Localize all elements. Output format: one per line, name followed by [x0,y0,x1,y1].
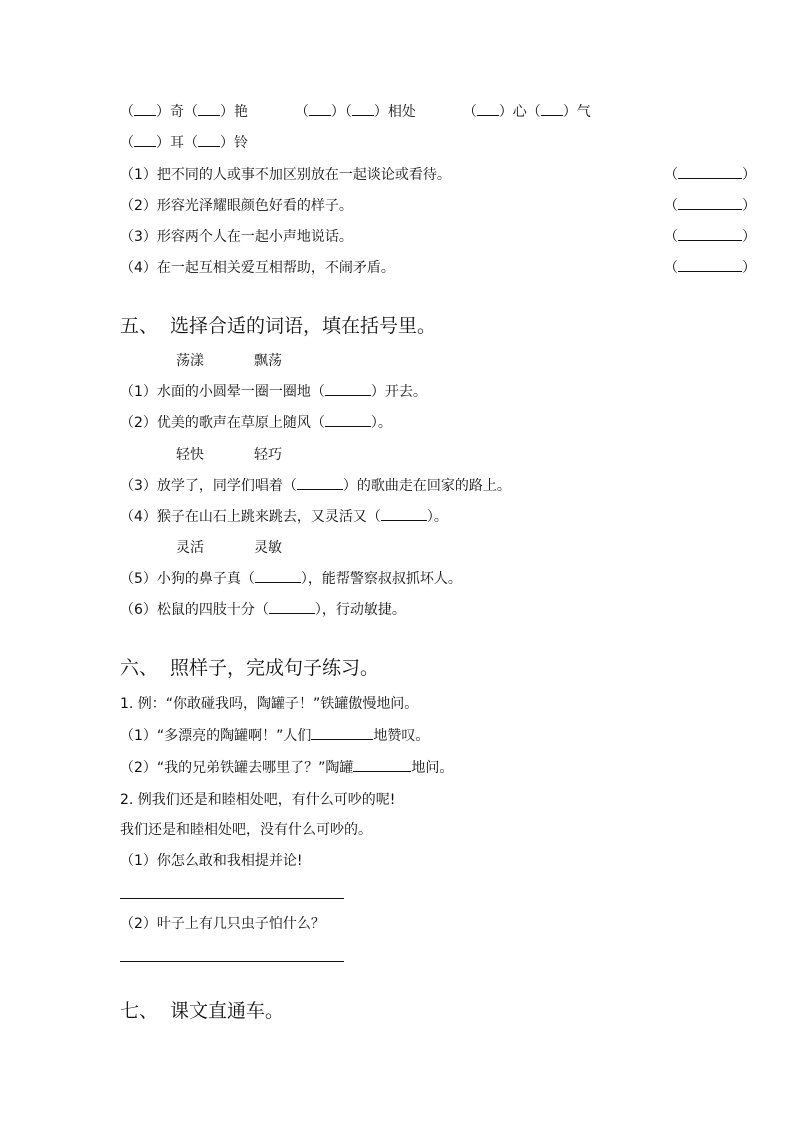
idiom-blank[interactable] [541,103,563,116]
answer-line[interactable] [120,961,344,962]
answer-slot [664,259,756,277]
definition-text: （3）形容两个人在一起小声地说话。 [120,229,353,245]
definition-text: （4）在一起互相关爱互相帮助，不闹矛盾。 [120,260,395,276]
section-number: 五、 [120,315,159,337]
idiom-blank[interactable] [352,103,374,116]
definition-item-4 [120,259,756,277]
question-text: （2）叶子上有几只虫子怕什么？ [120,916,325,932]
idiom-blank-group [463,104,591,120]
fill-blank[interactable] [325,414,371,427]
fill-text: （6）松鼠的四肢十分（ [120,602,269,618]
fill-item [120,383,427,401]
paren-open: （ [664,167,678,183]
fill-item [120,601,406,619]
answer-blank[interactable] [678,197,742,210]
fill-item [120,508,448,526]
fill-text: ）开去。 [370,384,427,400]
idiom-text: ）耳（ [156,135,198,151]
section-heading-7 [120,999,284,1023]
idiom-blank[interactable] [134,103,156,116]
fill-blank[interactable] [311,727,373,740]
word-choice: 灵活 [176,540,204,556]
word-choice: 轻巧 [254,447,282,463]
fill-text: （5）小狗的鼻子真（ [120,571,255,587]
word-choices [176,539,282,557]
example-sentence: 我们还是和睦相处吧，没有什么可吵的。 [120,822,372,838]
paren-open: （ [664,260,678,276]
paren-close: ） [742,198,756,214]
fill-item [120,759,453,777]
definition-item-2 [120,197,756,215]
idiom-blank[interactable] [309,103,331,116]
paren-close: ） [742,260,756,276]
answer-slot [664,228,756,246]
fill-text: （4）猴子在山石上跳来跳去，又灵活又（ [120,509,381,525]
definition-item-1 [120,166,756,184]
fill-item [120,727,429,745]
section-heading-5 [120,314,436,338]
fill-text: （2）“我的兄弟铁罐去哪里了？”陶罐 [120,760,354,776]
idiom-text: ）奇（ [156,104,198,120]
definition-item-3 [120,228,756,246]
idiom-blank-group [295,104,420,120]
paren-open: （ [462,104,477,120]
fill-text: ）。 [370,415,392,431]
answer-line[interactable] [120,898,344,899]
fill-blank[interactable] [269,601,315,614]
fill-item [120,414,392,432]
section-title: 选择合适的词语，填在括号里。 [170,315,437,337]
definition-text: （2）形容光泽耀眼颜色好看的样子。 [120,198,353,214]
fill-text: ）的歌曲走在回家的路上。 [342,478,511,494]
paren-close: ） [742,167,756,183]
section-heading-6 [120,656,379,680]
idiom-text: ）气 [562,104,591,120]
fill-blank[interactable] [255,570,301,583]
section-number: 六、 [120,657,159,679]
fill-blank[interactable] [297,477,343,490]
idiom-blank[interactable] [198,134,220,147]
idiom-row-2 [120,134,248,152]
paren-open: （ [120,135,134,151]
word-choices [176,446,282,464]
fill-blank[interactable] [325,383,371,396]
answer-slot [664,197,756,215]
word-choice: 轻快 [176,447,204,463]
fill-item [120,570,462,588]
idiom-blank[interactable] [477,103,499,116]
idiom-text: ）铃 [220,135,248,151]
word-choice: 飘荡 [254,353,282,369]
answer-slot [664,166,756,184]
fill-text: （1）“多漂亮的陶罐啊！”人们 [120,728,312,744]
paren-open: （ [294,104,309,120]
fill-text: （1）水面的小圆晕一圈一圈地（ [120,384,325,400]
word-choice: 灵敏 [254,540,282,556]
idiom-blank[interactable] [134,134,156,147]
paren-open: （ [120,104,134,120]
idiom-blank[interactable] [198,103,220,116]
section-title: 照样子，完成句子练习。 [170,657,380,679]
example-sentence: 1. 例：“你敢碰我吗，陶罐子！”铁罐傲慢地问。 [120,696,419,712]
fill-text: 地问。 [411,760,454,776]
idiom-text: ）相处 [373,104,416,120]
fill-item [120,477,511,495]
answer-blank[interactable] [678,166,742,179]
fill-text: ），行动敏捷。 [314,602,406,618]
idiom-blank-group [120,104,252,120]
idiom-text: ）（ [330,104,352,120]
question-text: （1）你怎么敢和我相提并论! [120,853,303,869]
definition-text: （1）把不同的人或事不加区别放在一起谈论或看待。 [120,167,451,183]
section-number: 七、 [120,1000,159,1022]
fill-blank[interactable] [381,508,427,521]
idiom-text: ）心（ [498,104,541,120]
fill-blank[interactable] [353,759,411,772]
paren-open: （ [664,198,678,214]
paren-close: ） [742,229,756,245]
word-choice: 荡漾 [176,353,204,369]
idiom-text: ）艳 [220,104,248,120]
word-choices [176,352,282,370]
example-sentence: 2. 例我们还是和睦相处吧，有什么可吵的呢! [120,792,396,808]
section-title: 课文直通车。 [170,1000,285,1022]
fill-text: ），能帮警察叔叔抓坏人。 [300,571,462,587]
fill-text: （2）优美的歌声在草原上随风（ [120,415,325,431]
answer-blank[interactable] [678,228,742,241]
fill-text: 地赞叹。 [373,728,430,744]
fill-text: ）。 [426,509,448,525]
answer-blank[interactable] [678,259,742,272]
fill-text: （3）放学了，同学们唱着（ [120,478,297,494]
idiom-row-1 [120,103,591,121]
paren-open: （ [664,229,678,245]
